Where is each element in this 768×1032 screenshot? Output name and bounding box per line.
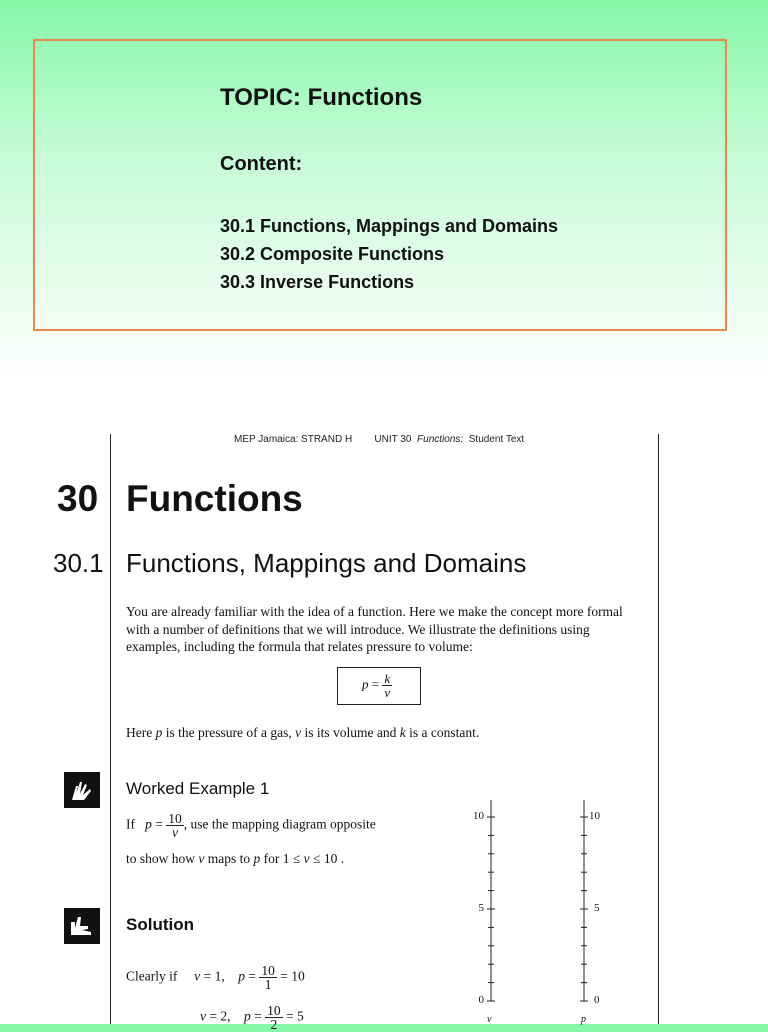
right-margin-rule bbox=[658, 434, 659, 1024]
para2-text: is a constant. bbox=[405, 725, 480, 740]
example-numerator: 10 bbox=[168, 811, 182, 826]
example-line-1 bbox=[126, 812, 376, 839]
solution-text: Clearly if bbox=[126, 968, 178, 984]
solution-v: v bbox=[200, 1008, 206, 1024]
p-axis-label-0: 0 bbox=[594, 994, 600, 1006]
content-item-3: 30.3 Inverse Functions bbox=[220, 272, 415, 292]
content-item-2: 30.2 Composite Functions bbox=[220, 244, 445, 264]
p-axis-name: p bbox=[581, 1014, 586, 1025]
example-p: p bbox=[253, 851, 261, 866]
example-text: maps to bbox=[204, 851, 254, 866]
section-number: 30.1 bbox=[53, 548, 104, 578]
solution-text: = 5 bbox=[286, 1008, 304, 1024]
v-axis bbox=[487, 800, 495, 1001]
worked-example-label: Worked Example 1 bbox=[126, 779, 270, 798]
solution-fraction bbox=[265, 1004, 283, 1031]
content-label: Content: bbox=[220, 153, 303, 175]
v-axis-name: v bbox=[487, 1014, 492, 1025]
content-item-1: 30.1 Functions, Mappings and Domains bbox=[220, 216, 559, 236]
header-text-type: Student Text bbox=[468, 434, 525, 445]
p-axis bbox=[580, 800, 588, 1001]
intro-paragraph: You are already familiar with the idea of a function. Here we make the concept more formal with a number of definitions that we will introduce. We illustrate the definitions using examples, including the formula that relates pressure to volume: bbox=[126, 604, 623, 654]
topic-box bbox=[33, 39, 727, 331]
para2-v: v bbox=[295, 725, 302, 740]
page-header bbox=[234, 434, 524, 445]
solution-denominator: 1 bbox=[264, 977, 272, 992]
solution-hand-icon bbox=[64, 908, 100, 944]
header-unit-title: Functions: bbox=[417, 434, 464, 445]
para2-text: is the pressure of a gas, bbox=[162, 725, 296, 740]
formula-numerator: k bbox=[384, 671, 391, 686]
formula-denominator: v bbox=[384, 685, 391, 700]
example-text: ≤ 10 . bbox=[309, 851, 345, 866]
header-strand: MEP Jamaica: STRAND H bbox=[234, 434, 353, 445]
solution-text: = 1, bbox=[203, 968, 225, 984]
example-text: to show how bbox=[126, 851, 199, 866]
solution-label: Solution bbox=[126, 915, 194, 934]
para2-text: is its volume and bbox=[301, 725, 400, 740]
solution-p: p bbox=[238, 968, 245, 984]
p-axis-label-5: 5 bbox=[594, 902, 600, 914]
example-text: , use the mapping diagram opposite bbox=[183, 816, 376, 832]
example-v: v bbox=[198, 851, 205, 866]
v-axis-label-10: 10 bbox=[473, 810, 484, 822]
example-p: p bbox=[145, 816, 152, 832]
example-equals: = bbox=[155, 816, 163, 832]
header-unit: UNIT 30 bbox=[374, 434, 412, 445]
example-line-2 bbox=[126, 851, 344, 867]
para2-text: Here bbox=[126, 725, 156, 740]
solution-fraction bbox=[259, 964, 277, 991]
solution-line-1 bbox=[126, 964, 305, 991]
formula-equals: = bbox=[371, 676, 380, 692]
example-text: for 1 ≤ bbox=[260, 851, 304, 866]
solution-numerator: 10 bbox=[261, 963, 275, 978]
solution-v: v bbox=[194, 968, 201, 984]
example-v: v bbox=[303, 851, 310, 866]
solution-p: p bbox=[244, 1008, 251, 1024]
formula-fraction bbox=[382, 672, 392, 699]
solution-equals: = bbox=[248, 968, 256, 984]
solution-numerator: 10 bbox=[267, 1003, 281, 1018]
v-axis-label-0: 0 bbox=[478, 994, 484, 1006]
definition-paragraph bbox=[126, 725, 479, 741]
v-axis-label-5: 5 bbox=[478, 902, 484, 914]
left-margin-rule bbox=[110, 434, 111, 1024]
solution-line-2 bbox=[200, 1004, 304, 1031]
example-if: If bbox=[126, 816, 135, 832]
formula-lhs: p bbox=[362, 676, 369, 692]
topic-title: TOPIC: Functions bbox=[220, 84, 423, 111]
para2-k: k bbox=[399, 725, 406, 740]
solution-text: = 10 bbox=[280, 968, 305, 984]
example-denominator: v bbox=[172, 825, 178, 840]
chapter-number: 30 bbox=[57, 478, 99, 519]
chapter-title: Functions bbox=[126, 478, 303, 519]
example-fraction bbox=[166, 812, 184, 839]
p-axis-label-10: 10 bbox=[589, 810, 600, 822]
solution-equals: = bbox=[254, 1008, 262, 1024]
formula-box bbox=[337, 667, 421, 705]
para2-p: p bbox=[155, 725, 163, 740]
solution-denominator: 2 bbox=[270, 1017, 278, 1032]
worked-example-hand-icon bbox=[64, 772, 100, 808]
solution-text: = 2, bbox=[209, 1008, 231, 1024]
section-title: Functions, Mappings and Domains bbox=[126, 548, 527, 578]
